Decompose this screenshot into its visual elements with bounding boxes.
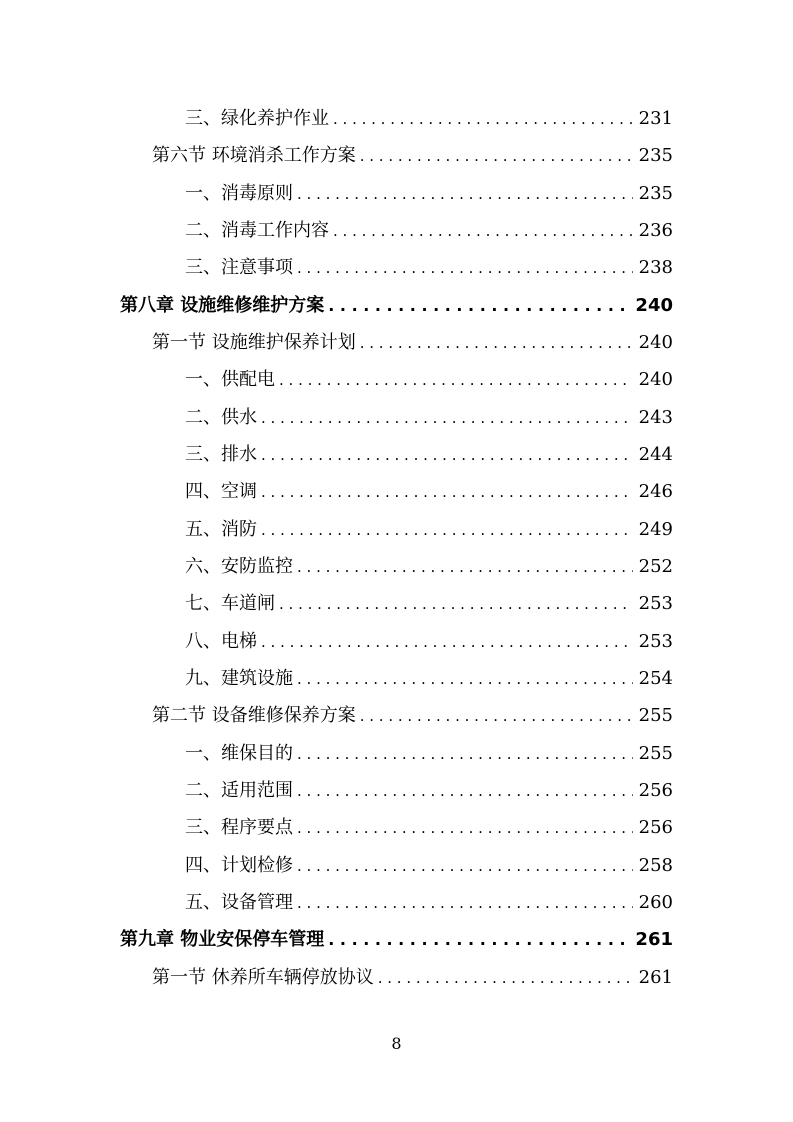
toc-entry-page: 246 xyxy=(638,481,673,502)
toc-entry-title: 二、供水 xyxy=(185,407,257,428)
toc-entry-title: 第六节 环境消杀工作方案 xyxy=(152,145,356,166)
toc-entry-title: 一、消毒原则 xyxy=(185,183,293,204)
toc-entry-title: 三、注意事项 xyxy=(185,257,293,278)
toc-leader-dots xyxy=(261,630,633,654)
toc-entry[interactable] xyxy=(120,294,673,318)
toc-entry-title: 第二节 设备维修保养方案 xyxy=(152,705,356,726)
toc-entry[interactable] xyxy=(152,966,673,990)
toc-leader-dots xyxy=(333,219,633,243)
toc-leader-dots xyxy=(279,592,633,616)
toc-entry-title: 二、消毒工作内容 xyxy=(185,220,329,241)
toc-entry-page: 236 xyxy=(638,220,673,241)
toc-leader-dots xyxy=(297,555,633,579)
toc-entry-page: 240 xyxy=(638,332,673,353)
toc-entry[interactable] xyxy=(185,779,673,803)
toc-entry[interactable] xyxy=(185,854,673,878)
toc-entry-title: 五、消防 xyxy=(185,519,257,540)
toc-entry[interactable] xyxy=(185,480,673,504)
toc-leader-dots xyxy=(328,294,629,318)
toc-leader-dots xyxy=(328,928,629,952)
toc-entry-page: 244 xyxy=(638,444,673,465)
toc-entry[interactable] xyxy=(185,555,673,579)
toc-entry-page: 255 xyxy=(638,743,673,764)
toc-entry-title: 三、排水 xyxy=(185,444,257,465)
toc-entry-title: 第一节 设施维护保养计划 xyxy=(152,332,356,353)
toc-entry-title: 第八章 设施维修维护方案 xyxy=(120,295,325,316)
toc-entry-title: 一、维保目的 xyxy=(185,743,293,764)
toc-leader-dots xyxy=(297,891,633,915)
toc-entry-page: 256 xyxy=(638,780,673,801)
toc-entry-title: 第九章 物业安保停车管理 xyxy=(120,929,325,950)
toc-entry-title: 三、绿化养护作业 xyxy=(185,108,329,129)
toc-leader-dots xyxy=(297,779,633,803)
toc-leader-dots xyxy=(261,480,633,504)
toc-entry-title: 五、设备管理 xyxy=(185,892,293,913)
toc-entry-page: 260 xyxy=(638,892,673,913)
toc-leader-dots xyxy=(297,742,633,766)
toc-leader-dots xyxy=(297,667,633,691)
toc-leader-dots xyxy=(261,406,633,430)
toc-entry[interactable] xyxy=(185,592,673,616)
toc-entry[interactable] xyxy=(185,219,673,243)
toc-entry-page: 261 xyxy=(635,929,673,950)
toc-entry-page: 231 xyxy=(638,108,673,129)
toc-entry-title: 第一节 休养所车辆停放协议 xyxy=(152,967,374,988)
toc-leader-dots xyxy=(360,704,633,728)
toc-leader-dots xyxy=(297,256,633,280)
toc-entry-page: 255 xyxy=(638,705,673,726)
toc-entry[interactable] xyxy=(152,144,673,168)
toc-entry-title: 八、电梯 xyxy=(185,631,257,652)
toc-entry[interactable] xyxy=(185,443,673,467)
toc-leader-dots xyxy=(297,182,633,206)
toc-entry-title: 六、安防监控 xyxy=(185,556,293,577)
toc-entry[interactable] xyxy=(185,182,673,206)
toc-leader-dots xyxy=(297,854,633,878)
toc-entry[interactable] xyxy=(185,406,673,430)
toc-leader-dots xyxy=(333,107,633,131)
toc-entry[interactable] xyxy=(152,331,673,355)
toc-leader-dots xyxy=(261,443,633,467)
toc-entry-page: 254 xyxy=(638,668,673,689)
toc-leader-dots xyxy=(261,518,633,542)
toc-entry[interactable] xyxy=(120,928,673,952)
toc-entry-page: 235 xyxy=(638,183,673,204)
toc-entry-title: 一、供配电 xyxy=(185,369,275,390)
toc-entry-page: 252 xyxy=(638,556,673,577)
toc-entry-page: 258 xyxy=(638,855,673,876)
toc-entry[interactable] xyxy=(185,816,673,840)
toc-leader-dots xyxy=(297,816,633,840)
toc-entry[interactable] xyxy=(185,891,673,915)
toc-entry[interactable] xyxy=(185,518,673,542)
toc-entry-title: 二、适用范围 xyxy=(185,780,293,801)
toc-entry[interactable] xyxy=(152,704,673,728)
toc-entry-page: 238 xyxy=(638,257,673,278)
toc-entry-title: 九、建筑设施 xyxy=(185,668,293,689)
toc-leader-dots xyxy=(378,966,633,990)
toc-leader-dots xyxy=(279,368,633,392)
toc-entry[interactable] xyxy=(185,667,673,691)
toc-entry[interactable] xyxy=(185,368,673,392)
toc-entry[interactable] xyxy=(185,256,673,280)
toc-entry-title: 四、空调 xyxy=(185,481,257,502)
toc-entry-page: 235 xyxy=(638,145,673,166)
toc-entry-page: 249 xyxy=(638,519,673,540)
toc-entry-title: 四、计划检修 xyxy=(185,855,293,876)
page-number: 8 xyxy=(391,1034,402,1053)
toc-entry-page: 253 xyxy=(638,593,673,614)
toc-entry-page: 240 xyxy=(638,369,673,390)
toc-entry-page: 243 xyxy=(638,407,673,428)
toc-entry-title: 七、车道闸 xyxy=(185,593,275,614)
toc-entry-page: 256 xyxy=(638,817,673,838)
toc-leader-dots xyxy=(360,331,633,355)
toc-entry-page: 261 xyxy=(638,967,673,988)
toc-leader-dots xyxy=(360,144,633,168)
toc-entry-page: 253 xyxy=(638,631,673,652)
toc-entry-title: 三、程序要点 xyxy=(185,817,293,838)
toc-entry[interactable] xyxy=(185,742,673,766)
toc-entry[interactable] xyxy=(185,630,673,654)
toc-entry-page: 240 xyxy=(635,295,673,316)
toc-entry[interactable] xyxy=(185,107,673,131)
